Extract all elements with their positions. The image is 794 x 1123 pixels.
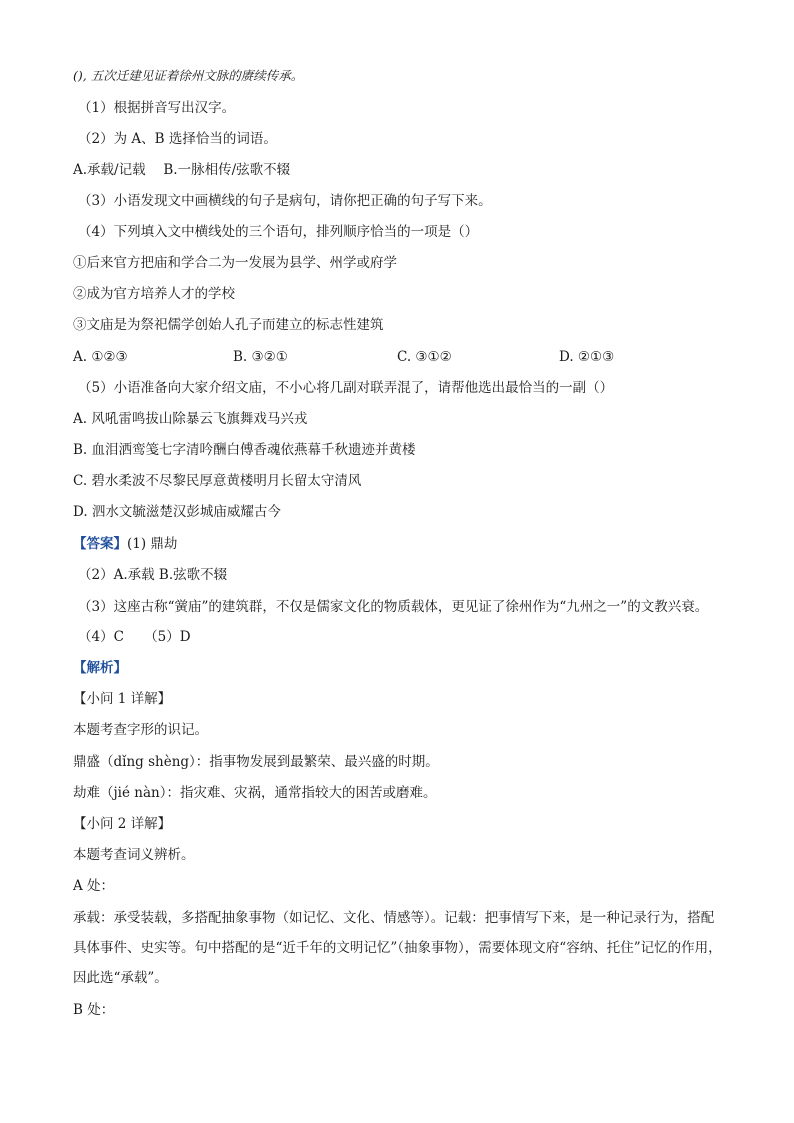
subquestion-2-heading: 【小问 2 详解】 [73, 816, 172, 832]
analysis-tag: 【解析】 [73, 660, 127, 676]
sentence-3: ③文庙是为祭祀儒学创始人孔子而建立的标志性建筑 [73, 317, 384, 333]
question-3: （3）小语发现文中画横线的句子是病句，请你把正确的句子写下来。 [78, 193, 492, 209]
question-2-options: A.承载/记载 B.一脉相传/弦歌不辍 [73, 162, 291, 178]
analysis-2-a-label: A 处： [73, 878, 115, 894]
question-2: （2）为 A、B 选择恰当的词语。 [78, 131, 277, 147]
analysis-2-a-text: 承载：承受装载，多搭配抽象事物（如记忆、文化、情感等）。记载：把事情写下来，是一种记录行为，搭配具体事件、史实等。句中搭配的是“近千年的文明记忆”（抽象事物），需要体现文府“容纳、托住”记忆的作用，因此选“承载”。 [73, 910, 722, 986]
question-1: （1）根据拼音写出汉字。 [78, 100, 236, 116]
analysis-2-b-label: B 处： [73, 1002, 115, 1018]
question-4: （4）下列填入文中横线处的三个语句，排列顺序恰当的一项是（） [78, 224, 479, 240]
couplet-a: A. 风吼雷鸣拔山除暴云飞旗舞戏马兴戎 [73, 411, 308, 427]
choice-c: C. ③①② [397, 349, 452, 365]
analysis-2-intro: 本题考查词义辨析。 [73, 847, 195, 863]
couplet-c: C. 碧水柔波不尽黎民厚意黄楼明月长留太守清风 [73, 473, 362, 489]
subquestion-1-heading: 【小问 1 详解】 [73, 691, 172, 707]
sentence-2: ②成为官方培养人才的学校 [73, 286, 235, 302]
choice-d: D. ②①③ [559, 349, 615, 365]
sentence-1: ①后来官方把庙和学合二为一发展为县学、州学或府学 [73, 255, 397, 271]
answer-1: (1) 鼎劫 [127, 536, 178, 552]
choice-b: B. ③②① [233, 349, 288, 365]
passage-tail: (), 五次迁建见证着徐州文脉的赓续传承。 [73, 68, 304, 83]
analysis-1-word-2: 劫难（jié nàn）：指灾难、灾祸，通常指较大的困苦或磨难。 [73, 785, 437, 801]
couplet-d: D. 泗水文毓滋楚汉彭城庙威耀古今 [73, 504, 281, 520]
analysis-1-word-1: 鼎盛（dǐng shèng）：指事物发展到最繁荣、最兴盛的时期。 [73, 754, 439, 770]
answer-2: （2）A.承载 B.弦歌不辍 [78, 567, 228, 583]
question-5: （5）小语准备向大家介绍文庙，不小心将几副对联弄混了，请帮他选出最恰当的一副（） [78, 380, 614, 396]
answer-line [73, 534, 733, 554]
couplet-b: B. 血泪洒鸾笺七字清吟酬白傅香魂依燕幕千秋遗迹并黄楼 [73, 442, 416, 458]
choice-a: A. ①②③ [73, 349, 128, 365]
answer-3: （3）这座古称“黉庙”的建筑群，不仅是儒家文化的物质载体，更见证了徐州作为“九州之一”的文教兴衰。 （4）C （5）D [78, 599, 729, 645]
answer-tag: 【答案】 [73, 536, 127, 552]
analysis-1-intro: 本题考查字形的识记。 [73, 722, 208, 738]
